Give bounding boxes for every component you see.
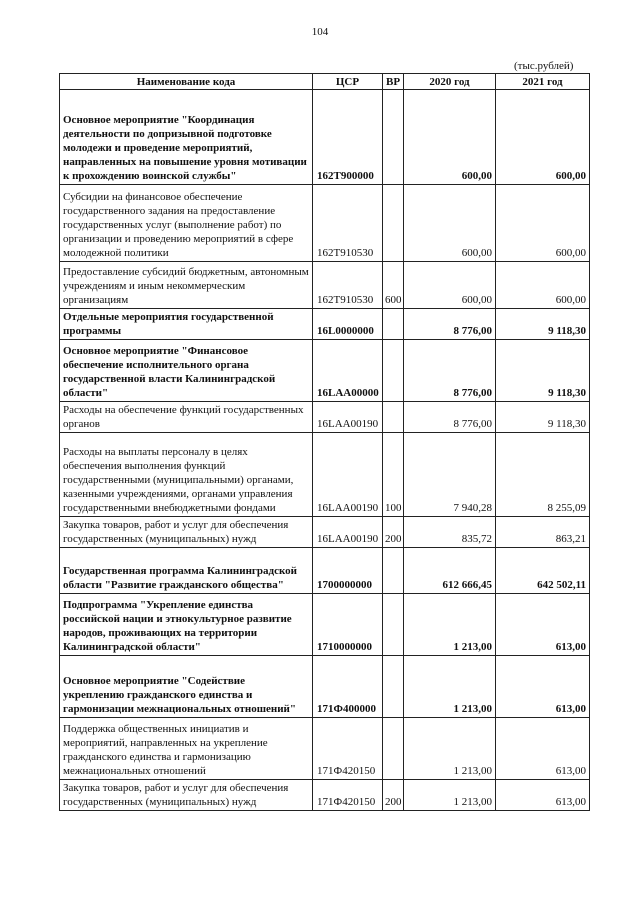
row-name: Государственная программа Калининградской области "Развитие гражданского общества" bbox=[60, 548, 313, 594]
row-csr: 171Ф400000 bbox=[313, 656, 383, 718]
row-vr bbox=[383, 656, 404, 718]
row-vr bbox=[383, 340, 404, 402]
row-csr: 16LАА00000 bbox=[313, 340, 383, 402]
header-2020: 2020 год bbox=[404, 74, 496, 90]
table-row bbox=[60, 594, 590, 656]
table-row bbox=[60, 185, 590, 262]
row-vr: 200 bbox=[383, 780, 404, 811]
table-header-row bbox=[60, 74, 590, 90]
row-2021: 9 118,30 bbox=[496, 309, 590, 340]
table-row bbox=[60, 718, 590, 780]
row-vr bbox=[383, 548, 404, 594]
row-2021: 613,00 bbox=[496, 718, 590, 780]
row-vr bbox=[383, 402, 404, 433]
table-row bbox=[60, 780, 590, 811]
row-vr bbox=[383, 185, 404, 262]
row-vr bbox=[383, 309, 404, 340]
table-row bbox=[60, 309, 590, 340]
row-vr bbox=[383, 718, 404, 780]
row-csr: 162Т910530 bbox=[313, 185, 383, 262]
row-2020: 8 776,00 bbox=[404, 340, 496, 402]
row-2020: 612 666,45 bbox=[404, 548, 496, 594]
row-vr bbox=[383, 594, 404, 656]
row-name: Предоставление субсидий бюджетным, автономным учреждениям и иным некоммерческим организациям bbox=[60, 262, 313, 309]
row-2020: 1 213,00 bbox=[404, 780, 496, 811]
row-name: Расходы на выплаты персоналу в целях обеспечения выполнения функций государственными (муниципальными) органами, казенными учреждениями, органами управления государственными внебюджетными фондами bbox=[60, 433, 313, 517]
row-2021: 600,00 bbox=[496, 262, 590, 309]
table-row bbox=[60, 548, 590, 594]
row-2020: 7 940,28 bbox=[404, 433, 496, 517]
row-2021: 600,00 bbox=[496, 185, 590, 262]
row-2021: 642 502,11 bbox=[496, 548, 590, 594]
row-vr: 100 bbox=[383, 433, 404, 517]
header-csr: ЦСР bbox=[313, 74, 383, 90]
row-csr: 16LАА00190 bbox=[313, 402, 383, 433]
row-name: Основное мероприятие "Координация деятельности по допризывной подготовке молодежи и проведение мероприятий, направленных на повышение уровня мотивации к прохождению воинской службы" bbox=[60, 90, 313, 185]
row-2020: 600,00 bbox=[404, 185, 496, 262]
row-2020: 1 213,00 bbox=[404, 594, 496, 656]
page-number: 104 bbox=[311, 26, 329, 38]
row-name: Основное мероприятие "Содействие укреплению гражданского единства и гармонизации межнациональных отношений" bbox=[60, 656, 313, 718]
row-vr: 600 bbox=[383, 262, 404, 309]
row-2021: 8 255,09 bbox=[496, 433, 590, 517]
row-vr bbox=[383, 90, 404, 185]
row-name: Поддержка общественных инициатив и мероприятий, направленных на укрепление гражданского единства и гармонизацию межнациональных отношений bbox=[60, 718, 313, 780]
row-csr: 162Т910530 bbox=[313, 262, 383, 309]
row-csr: 162Т900000 bbox=[313, 90, 383, 185]
row-2020: 8 776,00 bbox=[404, 309, 496, 340]
row-name: Подпрограмма "Укрепление единства российской нации и этнокультурное развитие народов, проживающих на территории Калининградской области" bbox=[60, 594, 313, 656]
budget-table bbox=[59, 73, 590, 811]
row-name: Закупка товаров, работ и услуг для обеспечения государственных (муниципальных) нужд bbox=[60, 517, 313, 548]
row-csr: 171Ф420150 bbox=[313, 718, 383, 780]
row-name: Закупка товаров, работ и услуг для обеспечения государственных (муниципальных) нужд bbox=[60, 780, 313, 811]
row-name: Основное мероприятие "Финансовое обеспечение исполнительного органа государственной власти Калининградской области" bbox=[60, 340, 313, 402]
row-2020: 600,00 bbox=[404, 90, 496, 185]
row-2021: 863,21 bbox=[496, 517, 590, 548]
row-2021: 613,00 bbox=[496, 656, 590, 718]
row-csr: 1700000000 bbox=[313, 548, 383, 594]
row-csr: 16L0000000 bbox=[313, 309, 383, 340]
table-row bbox=[60, 340, 590, 402]
row-2021: 9 118,30 bbox=[496, 340, 590, 402]
table-row bbox=[60, 262, 590, 309]
row-csr: 171Ф420150 bbox=[313, 780, 383, 811]
table-row bbox=[60, 656, 590, 718]
row-csr: 16LАА00190 bbox=[313, 433, 383, 517]
row-csr: 16LАА00190 bbox=[313, 517, 383, 548]
row-2020: 1 213,00 bbox=[404, 656, 496, 718]
row-2020: 1 213,00 bbox=[404, 718, 496, 780]
row-name: Расходы на обеспечение функций государственных органов bbox=[60, 402, 313, 433]
units-label: (тыс.рублей) bbox=[514, 60, 574, 72]
row-name: Отдельные мероприятия государственной программы bbox=[60, 309, 313, 340]
table-row bbox=[60, 402, 590, 433]
header-2021: 2021 год bbox=[496, 74, 590, 90]
table-row bbox=[60, 517, 590, 548]
row-2020: 835,72 bbox=[404, 517, 496, 548]
header-vr: ВР bbox=[383, 74, 404, 90]
table-row bbox=[60, 90, 590, 185]
row-2021: 613,00 bbox=[496, 780, 590, 811]
row-2020: 8 776,00 bbox=[404, 402, 496, 433]
header-name: Наименование кода bbox=[60, 74, 313, 90]
row-vr: 200 bbox=[383, 517, 404, 548]
row-2021: 9 118,30 bbox=[496, 402, 590, 433]
table-row bbox=[60, 433, 590, 517]
row-csr: 1710000000 bbox=[313, 594, 383, 656]
row-2020: 600,00 bbox=[404, 262, 496, 309]
row-2021: 613,00 bbox=[496, 594, 590, 656]
row-2021: 600,00 bbox=[496, 90, 590, 185]
row-name: Субсидии на финансовое обеспечение государственного задания на предоставление государственных услуг (выполнение работ) по организации и проведению мероприятий в сфере молодежной политики bbox=[60, 185, 313, 262]
